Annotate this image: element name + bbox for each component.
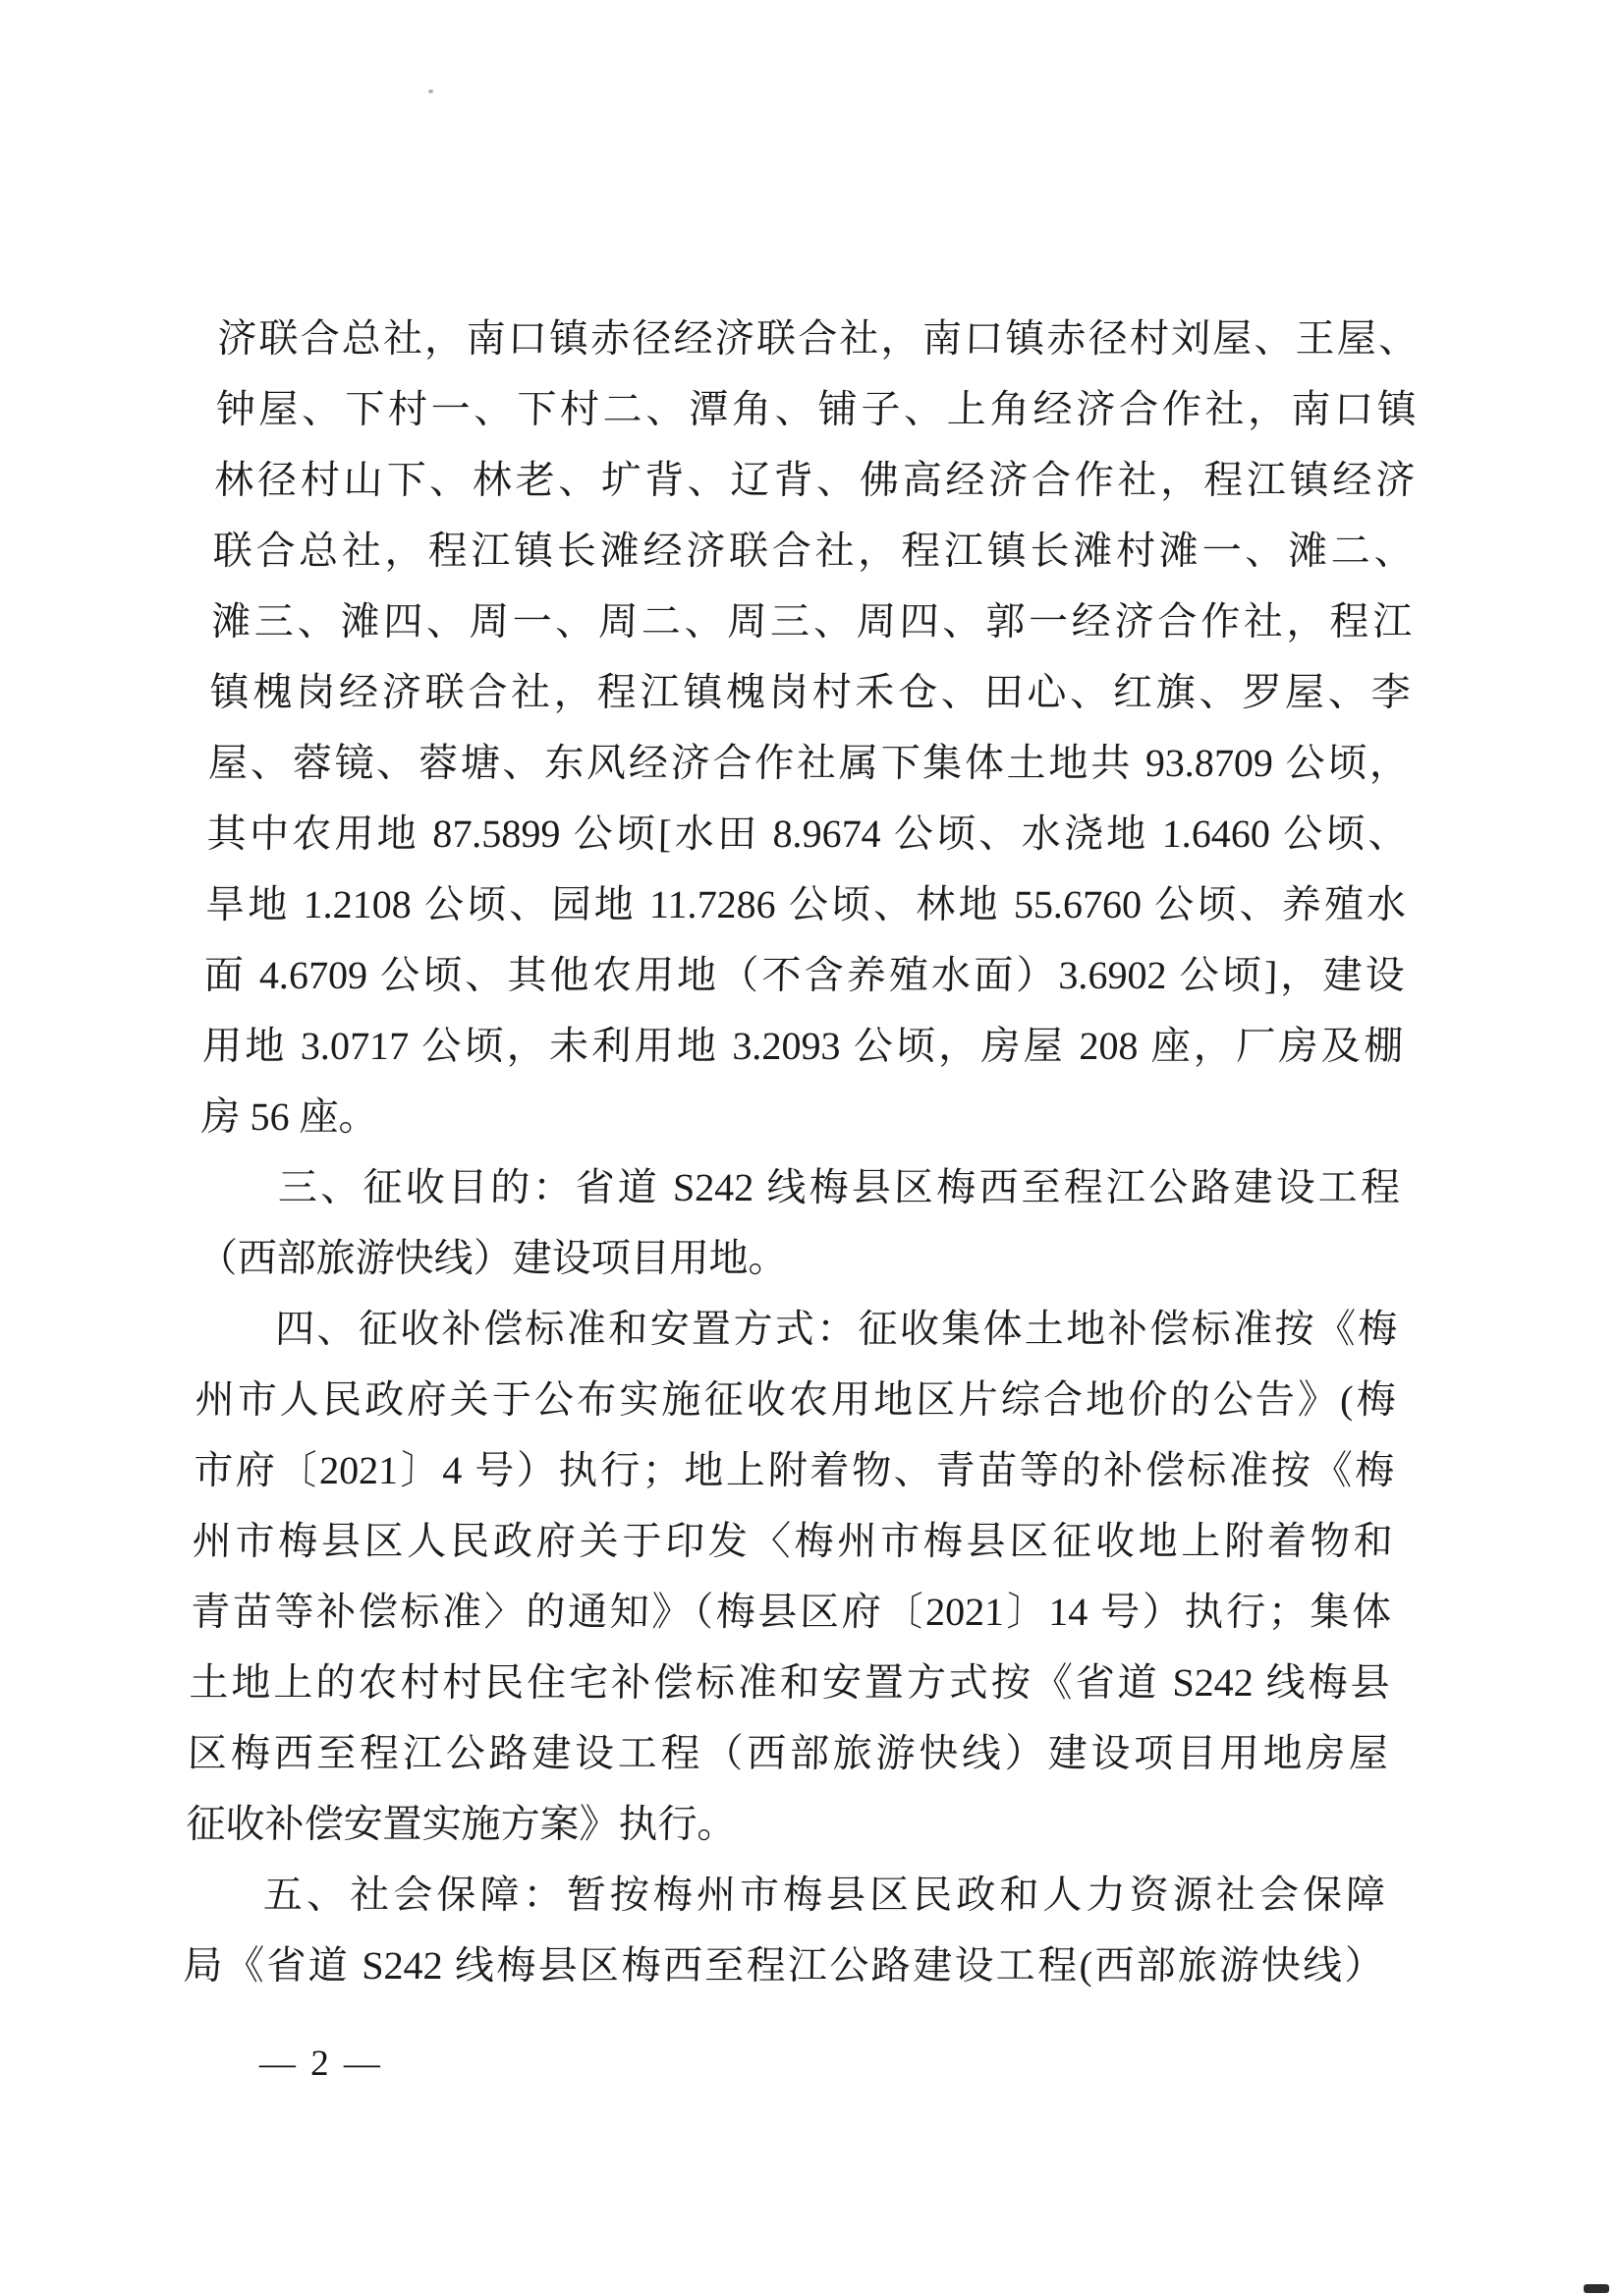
text-line: 济联合总社，南口镇赤径经济联合社，南口镇赤径村刘屋、王屋、 xyxy=(216,316,1419,361)
text-line: 滩三、滩四、周一、周二、周三、周四、郭一经济合作社，程江 xyxy=(210,599,1413,644)
text-line: 州市梅县区人民政府关于印发〈梅州市梅县区征收地上附着物和 xyxy=(192,1519,1394,1563)
text-line: 五、社会保障：暂按梅州市梅县区民政和人力资源社会保障 xyxy=(262,1873,1386,1917)
text-line: 征收补偿安置实施方案》执行。 xyxy=(186,1802,738,1846)
text-line: 青苗等补偿标准〉的通知》（梅县区府〔2021〕14 号）执行；集体 xyxy=(190,1590,1392,1634)
text-line: （西部旅游快线）建设项目用地。 xyxy=(197,1236,789,1280)
text-line: 房 56 座。 xyxy=(200,1094,379,1139)
text-line: 三、征收目的：省道 S242 线梅县区梅西至程江公路建设工程 xyxy=(277,1165,1401,1209)
scan-speck-top xyxy=(428,89,433,93)
text-line: 联合总社，程江镇长滩经济联合社，程江镇长滩村滩一、滩二、 xyxy=(212,529,1415,573)
text-line: 四、征收补偿标准和安置方式：征收集体土地补偿标准按《梅 xyxy=(274,1307,1398,1351)
text-line: 市府〔2021〕4 号）执行；地上附着物、青苗等的补偿标准按《梅 xyxy=(193,1448,1395,1492)
text-line: 屋、蓉镜、蓉塘、东风经济合作社属下集体土地共 93.8709 公顷， xyxy=(207,741,1410,785)
text-line: 土地上的农村村民住宅补偿标准和安置方式按《省道 S242 线梅县 xyxy=(189,1660,1391,1705)
text-line: 钟屋、下村一、下村二、潭角、铺子、上角经济合作社，南口镇 xyxy=(215,387,1418,431)
text-block xyxy=(183,304,1419,2001)
text-line: 其中农用地 87.5899 公顷[水田 8.9674 公顷、水浇地 1.6460 公顷、 xyxy=(206,812,1409,856)
text-line: 旱地 1.2108 公顷、园地 11.7286 公顷、林地 55.6760 公顷、养殖水 xyxy=(204,882,1407,926)
text-line: 面 4.6709 公顷、其他农用地（不含养殖水面）3.6902 公顷]，建设 xyxy=(203,953,1406,997)
scan-smudge-corner xyxy=(1584,2284,1609,2293)
text-line: 局《省道 S242 线梅县区梅西至程江公路建设工程(西部旅游快线） xyxy=(183,1943,1385,1988)
text-line: 林径村山下、林老、圹背、辽背、佛高经济合作社，程江镇经济 xyxy=(213,458,1416,502)
text-line: 用地 3.0717 公顷，未利用地 3.2093 公顷，房屋 208 座，厂房及棚 xyxy=(201,1024,1404,1068)
text-line: 镇槐岗经济联合社，程江镇槐岗村禾仓、田心、红旗、罗屋、李 xyxy=(209,670,1412,714)
text-line: 州市人民政府关于公布实施征收农用地区片综合地价的公告》(梅 xyxy=(195,1377,1397,1422)
page-number: — 2 — xyxy=(258,2044,384,2084)
text-line: 区梅西至程江公路建设工程（西部旅游快线）建设项目用地房屋 xyxy=(187,1731,1389,1775)
